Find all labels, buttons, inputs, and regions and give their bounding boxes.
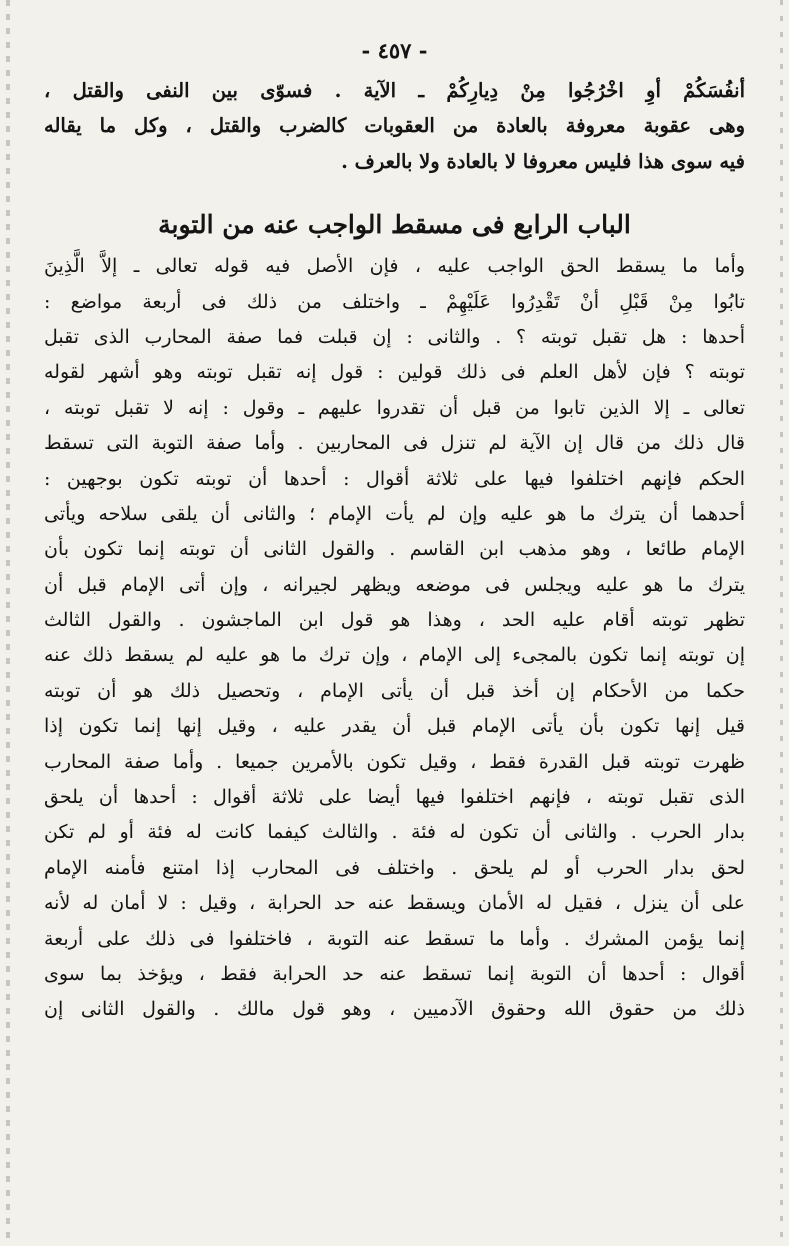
text-line: تظهر توبته أقام عليه الحد ، وهذا هو قول ابن الماجشون . والقول الثالث	[44, 609, 745, 632]
page-number: - ٤٥٧ -	[361, 38, 428, 63]
text-line: لحق بدار الحرب أو لم يلحق . واختلف فى المحارب إذا امتنع فأمنه الإمام	[44, 856, 745, 879]
text-line: وهى عقوبة معروفة بالعادة من العقوبات كالضرب والقتل ، وكل ما يقاله	[44, 114, 745, 138]
text-line: وأما ما يسقط الحق الواجب عليه ، فإن الأصل فيه قوله تعالى ـ إلاَّ الَّذِينَ	[44, 255, 745, 278]
text-line: فيه سوى هذا فليس معروفا لا بالعادة ولا بالعرف .	[341, 149, 745, 173]
text-line: إن توبته إنما تكون بالمجىء إلى الإمام ، وإن ترك ما هو عليه لم يسقط ذلك عنه	[44, 644, 745, 667]
text-line: الحكم فإنهم اختلفوا فيها على ثلاثة أقوال : أحدها أن توبته تكون بوجهين :	[44, 467, 745, 490]
text-line: حكما من الأحكام إن أخذ قبل أن يأتى الإمام ، وتحصيل ذلك هو أن توبته	[44, 679, 745, 702]
text-line: بدار الحرب . والثانى أن تكون له فئة . والثالث كيفما كانت له فئة أو لم تكن	[44, 821, 745, 844]
text-line: تعالى ـ إلا الذين تابوا من قبل أن تقدروا عليهم ـ وقول : إنه لا تقبل توبته ،	[44, 396, 745, 419]
text-line: الذى تقبل توبته ، فإنهم اختلفوا فيها أيضا على ثلاثة أقوال : أحدها أن يلحق	[44, 786, 745, 809]
text-line: إنما يؤمن المشرك . وأما ما تسقط عنه التوبة ، فاختلفوا فى ذلك على أربعة	[44, 927, 745, 950]
text-line: على أن ينزل ، فقيل له الأمان ويسقط عنه حد الحرابة ، وقيل : لا أمان له لأنه	[44, 892, 745, 915]
text-line: قيل إنها تكون بأن يأتى الإمام قبل أن يقدر عليه ، وقيل إنها إنما تكون إذا	[44, 715, 745, 738]
text-line: توبته ؟ فإن لأهل العلم فى ذلك قولين : قول إنه تقبل توبته وهو أشهر لقوله	[44, 361, 745, 384]
text-line: ذلك من حقوق الله وحقوق الآدميين ، وهو قول مالك . والقول الثانى إن	[44, 998, 745, 1021]
text-line: أحدهما أن يترك ما هو عليه وإن لم يأت الإمام ؛ والثانى أن يلقى سلاحه ويأتى	[44, 502, 745, 525]
text-line: أحدها : هل تقبل توبته ؟ . والثانى : إن قبلت فما صفة المحارب الذى تقبل	[44, 325, 745, 348]
text-line: تابُوا مِنْ قَبْلِ أنْ تَقْدِرُوا عَلَيْهِمْ ـ واختلف من ذلك فى أربعة مواضع :	[44, 290, 745, 313]
lead-paragraph	[44, 73, 745, 179]
text-line: قال ذلك من قال إن الآية لم تنزل فى المحاربين . وأما صفة التوبة التى تسقط	[44, 432, 745, 455]
text-line: ظهرت توبته قبل القدرة فقط ، وقيل تكون بالأمرين جميعا . وأما صفة المحارب	[44, 750, 745, 773]
text-line: يترك ما هو عليه ويجلس فى موضعه ويظهر لجيرانه ، وإن أتى الإمام قبل أن	[44, 573, 745, 596]
text-line: أنفُسَكُمْ أوِ اخْرُجُوا مِنْ دِيارِكُمْ ـ الآية . فسوّى بين النفى والقتل ،	[44, 79, 745, 102]
text-line: الإمام طائعا ، وهو مذهب ابن القاسم . والقول الثانى أن توبته إنما تكون بأن	[44, 538, 745, 561]
body-paragraph	[44, 249, 745, 1028]
text-line: أقوال : أحدها أن التوبة إنما تسقط عنه حد الحرابة فقط ، ويؤخذ بما سوى	[44, 962, 745, 985]
chapter-heading: الباب الرابع فى مسقط الواجب عنه من التوبة	[158, 210, 631, 240]
